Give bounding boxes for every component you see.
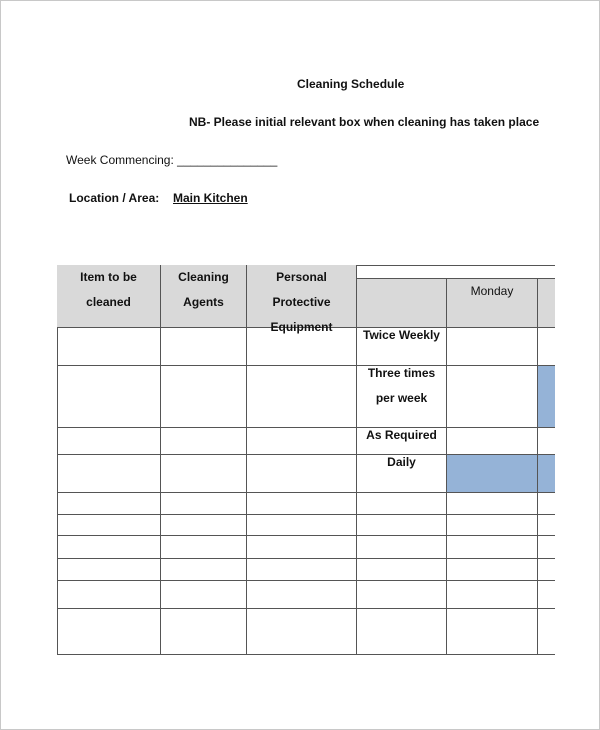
table-row-2-agents[interactable] xyxy=(161,366,247,428)
cleaning-schedule-table xyxy=(57,265,555,655)
header-next-day xyxy=(538,279,555,328)
header-item-to-be-cleaned xyxy=(57,265,161,328)
header-monday xyxy=(447,279,538,328)
table-row-1-ppe[interactable] xyxy=(247,328,357,366)
as-required-label: As Required xyxy=(366,428,437,442)
table-row-8-frequency[interactable] xyxy=(357,559,447,581)
twice-weekly-label: Twice Weekly xyxy=(363,328,440,342)
table-row-9-agents[interactable] xyxy=(161,581,247,609)
table-row-3-item[interactable] xyxy=(57,428,161,455)
table-row-6-item[interactable] xyxy=(57,515,161,536)
three-times-line-1: Three times xyxy=(367,366,436,380)
table-row-7-agents[interactable] xyxy=(161,536,247,559)
table-row-8-ppe[interactable] xyxy=(247,559,357,581)
table-row-4-next-highlighted[interactable] xyxy=(538,455,555,493)
table-row-7-monday[interactable] xyxy=(447,536,538,559)
table-row-9-frequency[interactable] xyxy=(357,581,447,609)
frequency-twice-weekly xyxy=(357,328,447,366)
table-row-4-item[interactable] xyxy=(57,455,161,493)
table-row-4-ppe[interactable] xyxy=(247,455,357,493)
header-item-line-2: cleaned xyxy=(86,295,131,309)
table-row-8-monday[interactable] xyxy=(447,559,538,581)
table-row-8-item[interactable] xyxy=(57,559,161,581)
location-value: Main Kitchen xyxy=(173,191,248,205)
table-row-1-monday[interactable] xyxy=(447,328,538,366)
table-row-10-monday[interactable] xyxy=(447,609,538,655)
table-row-2-monday[interactable] xyxy=(447,366,538,428)
table-row-9-monday[interactable] xyxy=(447,581,538,609)
table-row-6-next[interactable] xyxy=(538,515,555,536)
header-agents-line-2: Agents xyxy=(183,295,224,309)
header-agents-line-1: Cleaning xyxy=(178,270,229,284)
table-row-5-ppe[interactable] xyxy=(247,493,357,515)
table-row-10-agents[interactable] xyxy=(161,609,247,655)
table-row-5-monday[interactable] xyxy=(447,493,538,515)
table-row-4-agents[interactable] xyxy=(161,455,247,493)
header-frequency-column xyxy=(357,279,447,328)
table-row-3-ppe[interactable] xyxy=(247,428,357,455)
table-row-7-item[interactable] xyxy=(57,536,161,559)
frequency-as-required xyxy=(357,428,447,455)
header-personal-protective-equipment xyxy=(247,265,357,334)
table-row-6-monday[interactable] xyxy=(447,515,538,536)
table-row-6-frequency[interactable] xyxy=(357,515,447,536)
table-row-8-agents[interactable] xyxy=(161,559,247,581)
header-ppe-line-3: Equipment xyxy=(270,320,333,334)
header-cleaning-agents xyxy=(161,265,247,328)
table-row-5-next[interactable] xyxy=(538,493,555,515)
three-times-line-2: per week xyxy=(375,391,428,405)
frequency-three-times-per-week xyxy=(357,366,447,428)
frequency-daily xyxy=(357,455,447,493)
header-ppe-line-1: Personal xyxy=(276,270,327,284)
table-row-10-item[interactable] xyxy=(57,609,161,655)
table-row-8-next[interactable] xyxy=(538,559,555,581)
location-label: Location / Area: xyxy=(69,191,160,205)
table-row-4-monday-highlighted[interactable] xyxy=(447,455,538,493)
table-row-10-next[interactable] xyxy=(538,609,555,655)
table-row-7-ppe[interactable] xyxy=(247,536,357,559)
header-frequency-top xyxy=(357,265,555,279)
week-commencing-field[interactable]: Week Commencing: _______________ xyxy=(66,153,278,167)
document-title: Cleaning Schedule xyxy=(297,77,405,91)
table-row-1-item[interactable] xyxy=(57,328,161,366)
table-row-5-agents[interactable] xyxy=(161,493,247,515)
instruction-note: NB- Please initial relevant box when cleaning has taken place xyxy=(189,115,540,129)
table-row-9-next[interactable] xyxy=(538,581,555,609)
table-row-2-item[interactable] xyxy=(57,366,161,428)
table-row-2-ppe[interactable] xyxy=(247,366,357,428)
table-row-1-next[interactable] xyxy=(538,328,555,366)
table-row-9-ppe[interactable] xyxy=(247,581,357,609)
table-row-3-monday[interactable] xyxy=(447,428,538,455)
header-ppe-line-2: Protective xyxy=(272,295,331,309)
table-row-2-next-highlighted[interactable] xyxy=(538,366,555,428)
table-row-1-agents[interactable] xyxy=(161,328,247,366)
table-row-10-ppe[interactable] xyxy=(247,609,357,655)
table-row-10-frequency[interactable] xyxy=(357,609,447,655)
daily-label: Daily xyxy=(387,455,416,469)
table-row-7-next[interactable] xyxy=(538,536,555,559)
header-item-line-1: Item to be xyxy=(80,270,137,284)
table-row-9-item[interactable] xyxy=(57,581,161,609)
table-row-6-ppe[interactable] xyxy=(247,515,357,536)
table-row-5-frequency[interactable] xyxy=(357,493,447,515)
table-row-3-agents[interactable] xyxy=(161,428,247,455)
monday-label: Monday xyxy=(470,284,514,298)
table-row-6-agents[interactable] xyxy=(161,515,247,536)
table-row-3-next[interactable] xyxy=(538,428,555,455)
table-row-5-item[interactable] xyxy=(57,493,161,515)
table-row-7-frequency[interactable] xyxy=(357,536,447,559)
